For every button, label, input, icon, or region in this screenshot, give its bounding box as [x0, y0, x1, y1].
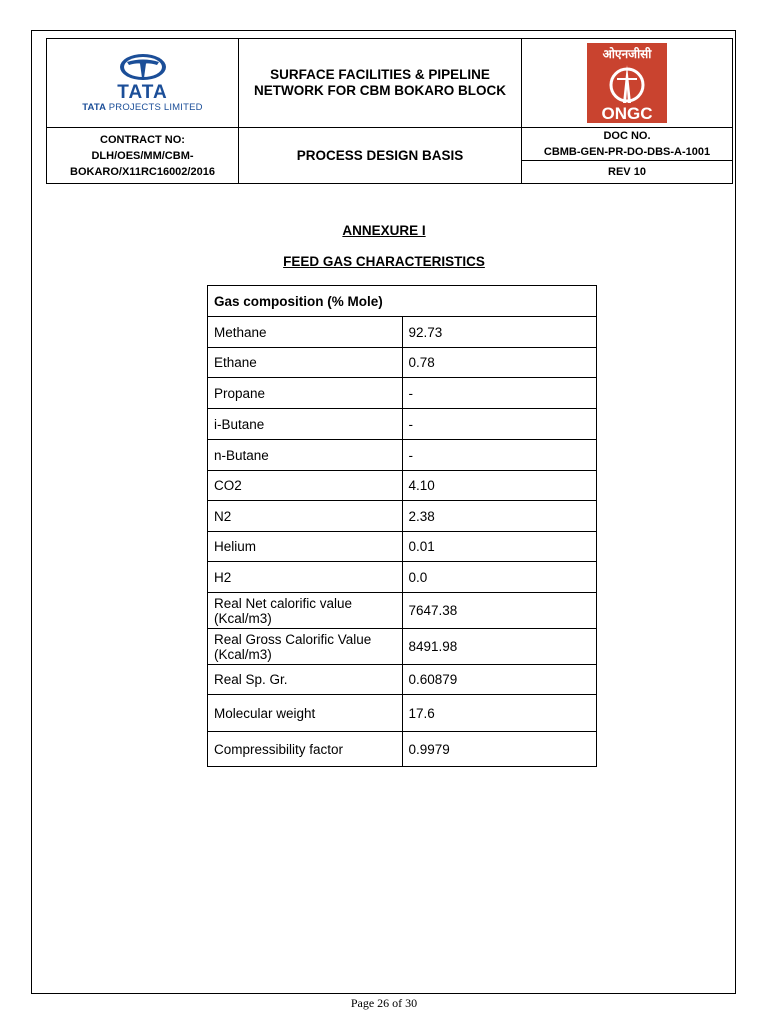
- document-title: PROCESS DESIGN BASIS: [239, 128, 522, 184]
- row-value: 0.0: [402, 562, 597, 593]
- tata-projects-limited-text: TATA PROJECTS LIMITED: [82, 102, 203, 113]
- row-value: 4.10: [402, 471, 597, 501]
- svg-text:ONGC: ONGC: [601, 104, 653, 123]
- svg-text:ओएनजीसी: ओएनजीसी: [602, 47, 652, 61]
- row-value: 2.38: [402, 501, 597, 532]
- section-title: FEED GAS CHARACTERISTICS: [283, 254, 485, 269]
- table-row: [208, 532, 597, 562]
- row-value: -: [402, 409, 597, 440]
- tata-emblem-icon: [118, 53, 168, 81]
- row-label: Methane: [208, 317, 403, 348]
- row-label: i-Butane: [208, 409, 403, 440]
- table-row: [208, 348, 597, 378]
- annexure-title: ANNEXURE I: [342, 223, 426, 238]
- row-label: Helium: [208, 532, 403, 562]
- table-row: [208, 695, 597, 732]
- row-value: 8491.98: [402, 629, 597, 665]
- doc-number-label: DOC NO.: [603, 130, 651, 142]
- contract-line-3: BOKARO/X11RC16002/2016: [70, 165, 215, 178]
- row-value: 7647.38: [402, 593, 597, 629]
- project-title-line-2: NETWORK FOR CBM BOKARO BLOCK: [254, 83, 506, 98]
- doc-number: [522, 128, 733, 161]
- row-label: n-Butane: [208, 440, 403, 471]
- contract-number: [47, 128, 239, 184]
- table-row: [208, 593, 597, 629]
- row-value: 92.73: [402, 317, 597, 348]
- ongc-logo: [587, 43, 667, 123]
- tata-logo-cell: [47, 39, 239, 128]
- contract-label: CONTRACT NO:: [100, 133, 185, 146]
- row-label: Molecular weight: [208, 695, 403, 732]
- table-row: [208, 317, 597, 348]
- contract-line-2: DLH/OES/MM/CBM-: [91, 149, 194, 162]
- row-value: 0.78: [402, 348, 597, 378]
- row-value: -: [402, 378, 597, 409]
- row-label: Real Net calorific value (Kcal/m3): [208, 593, 403, 629]
- table-row: [208, 665, 597, 695]
- project-title: [239, 39, 522, 128]
- document-header: [46, 38, 733, 184]
- table-row: [208, 409, 597, 440]
- row-label: CO2: [208, 471, 403, 501]
- table-row: [208, 732, 597, 767]
- row-label: H2: [208, 562, 403, 593]
- row-label: Ethane: [208, 348, 403, 378]
- row-value: -: [402, 440, 597, 471]
- row-label: Real Gross Calorific Value (Kcal/m3): [208, 629, 403, 665]
- row-value: 0.60879: [402, 665, 597, 695]
- row-value: 0.01: [402, 532, 597, 562]
- table-row: [208, 440, 597, 471]
- tata-projects-logo: [47, 53, 238, 113]
- table-row: [208, 629, 597, 665]
- tata-wordmark: TATA: [117, 82, 168, 103]
- row-label: N2: [208, 501, 403, 532]
- table-row: [208, 501, 597, 532]
- table-row: [208, 471, 597, 501]
- gas-composition-table: [207, 285, 597, 767]
- page-number: Page 26 of 30: [350, 996, 418, 1010]
- doc-number-value: CBMB-GEN-PR-DO-DBS-A-1001: [543, 146, 711, 158]
- table-row: [208, 562, 597, 593]
- row-label: Compressibility factor: [208, 732, 403, 767]
- row-value: 0.9979: [402, 732, 597, 767]
- row-label: Real Sp. Gr.: [208, 665, 403, 695]
- project-title-line-1: SURFACE FACILITIES & PIPELINE: [270, 67, 490, 82]
- row-label: Propane: [208, 378, 403, 409]
- row-value: 17.6: [402, 695, 597, 732]
- ongc-logo-cell: [522, 39, 733, 128]
- revision: REV 10: [522, 161, 733, 184]
- table-header: Gas composition (% Mole): [208, 286, 597, 317]
- table-row: [208, 378, 597, 409]
